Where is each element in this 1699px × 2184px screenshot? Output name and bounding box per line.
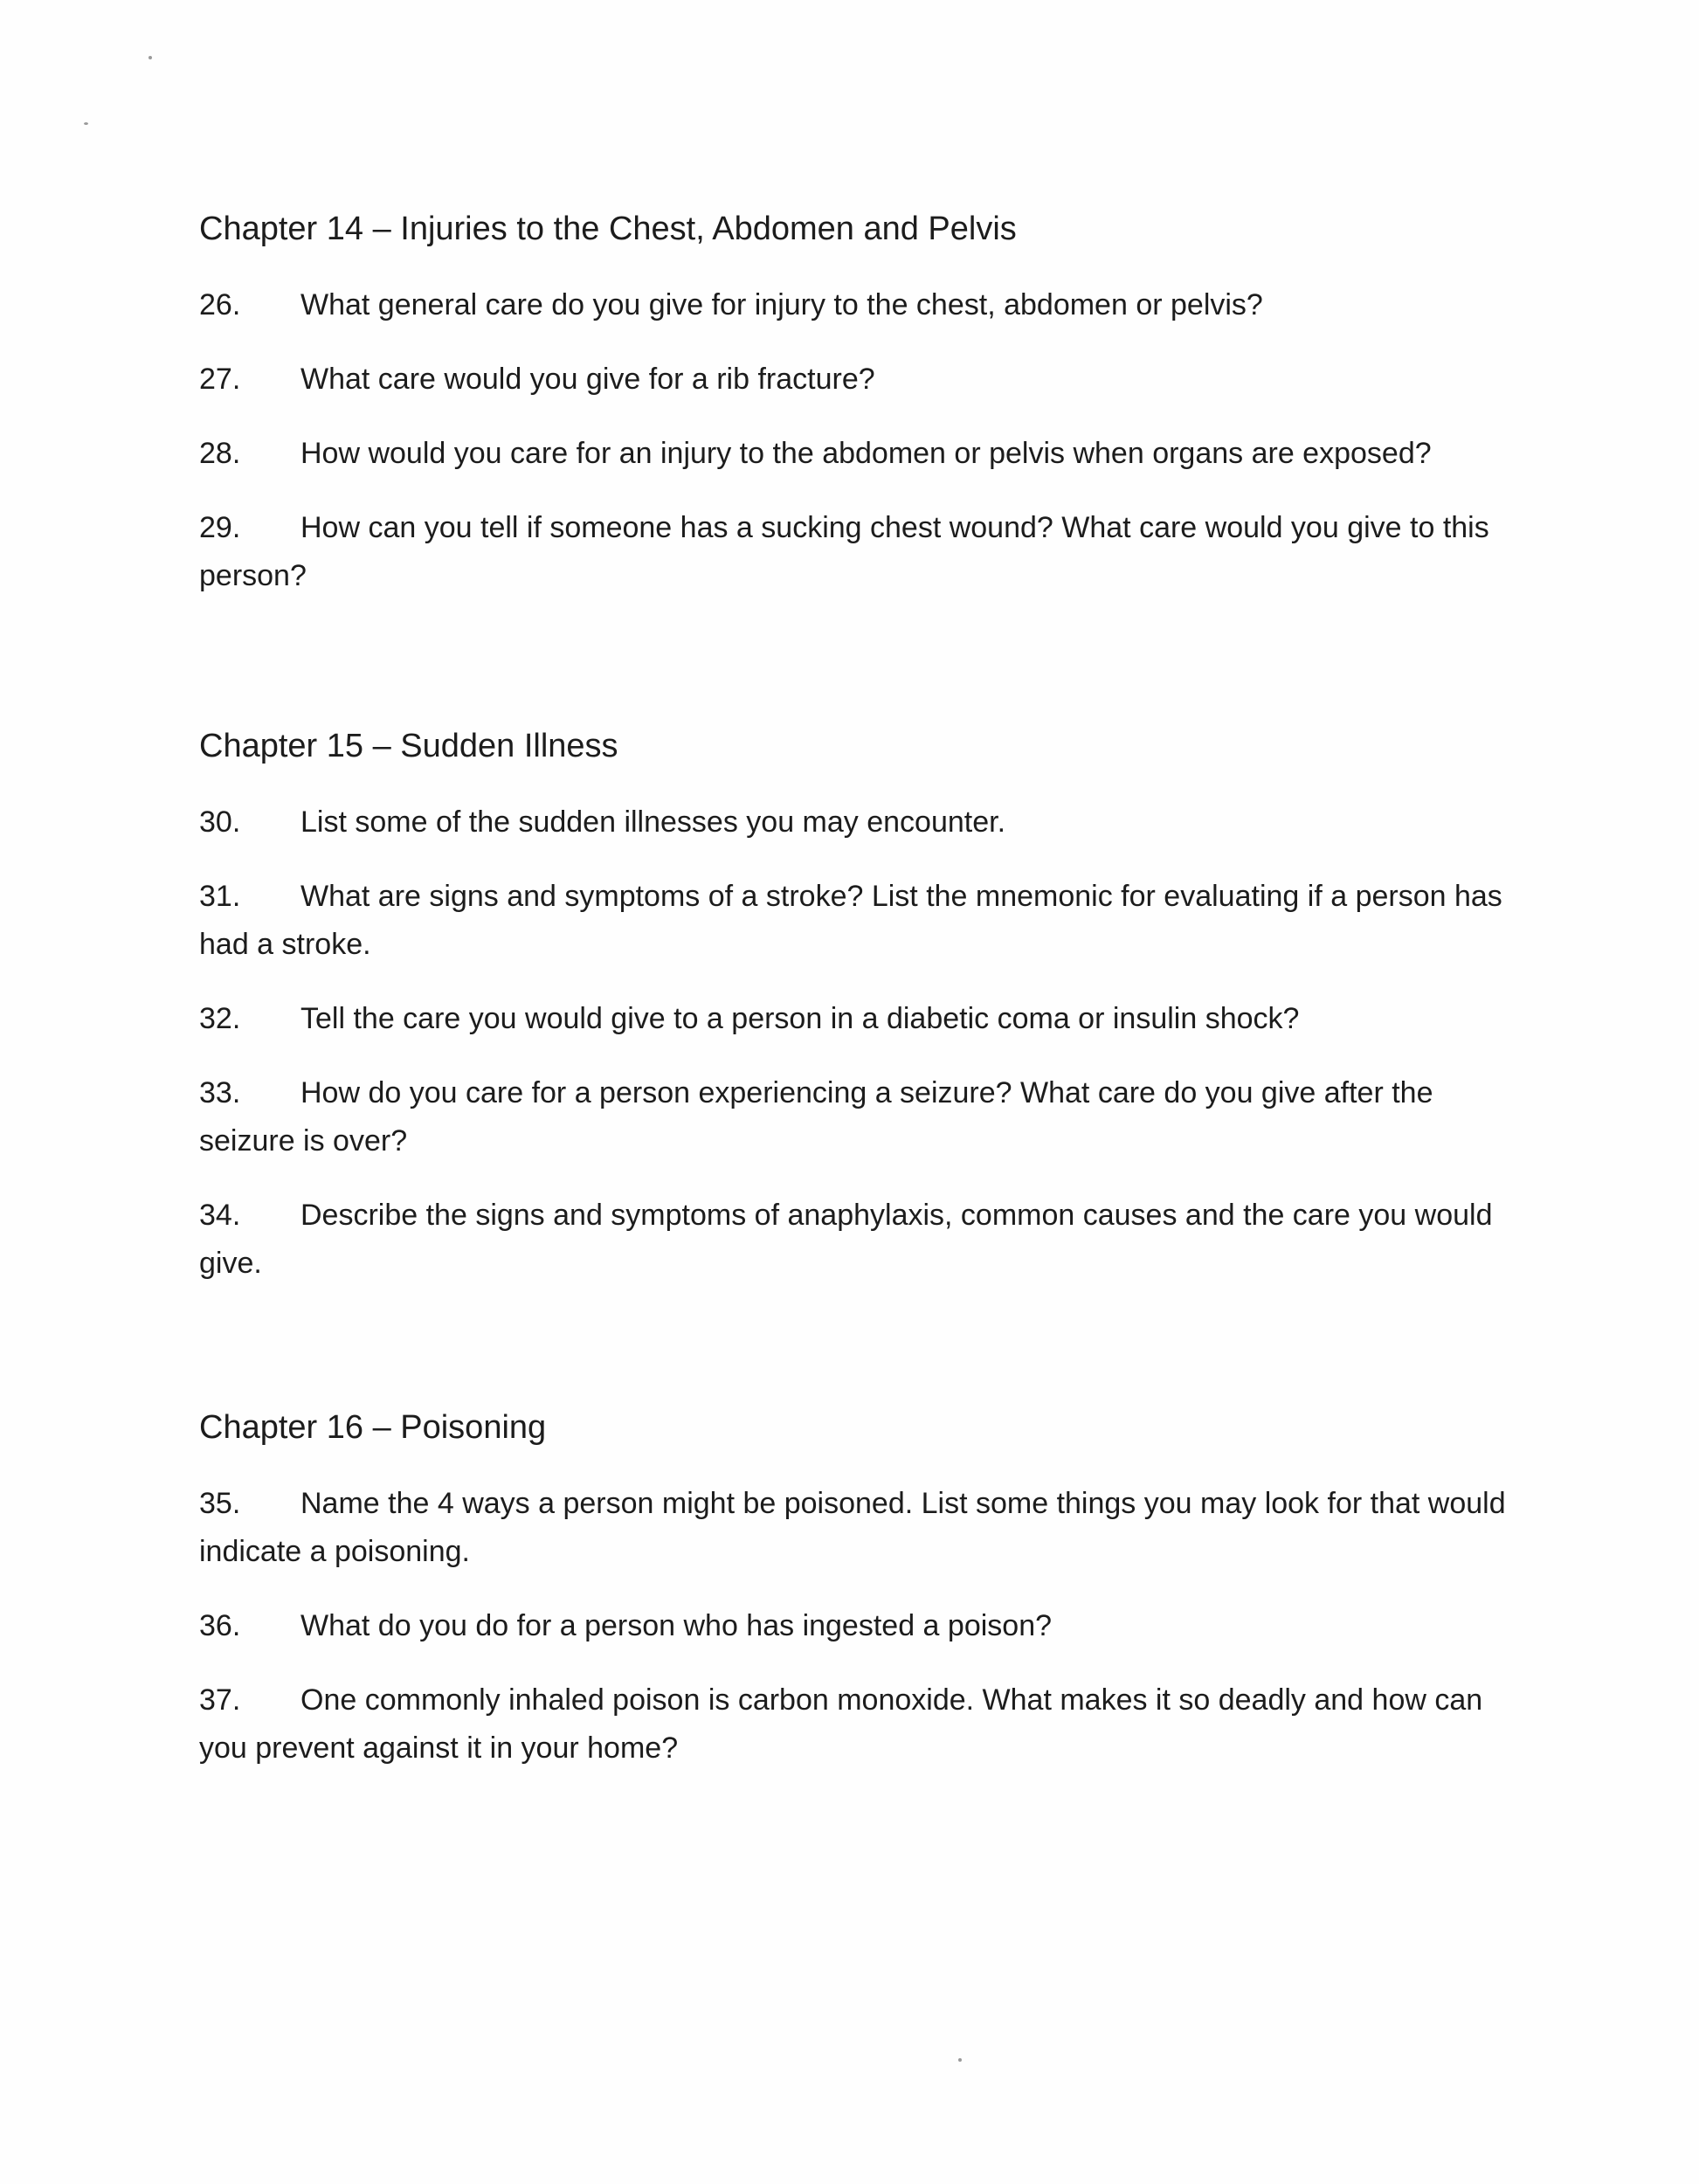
question-text: How can you tell if someone has a sucking chest wound? What care would you give to this person?: [199, 511, 1489, 592]
question-item: [199, 430, 1527, 478]
question-number: 36.: [199, 1609, 241, 1642]
question-number: 26.: [199, 288, 241, 321]
question-text: What general care do you give for injury to the chest, abdomen or pelvis?: [300, 288, 1263, 321]
question-item: [199, 1480, 1527, 1576]
scan-speck: [958, 2058, 962, 2062]
question-text: What do you do for a person who has ingested a poison?: [300, 1609, 1053, 1642]
question-item: [199, 1676, 1527, 1773]
question-number: 29.: [199, 511, 241, 544]
question-item: [199, 281, 1527, 329]
question-item: [199, 1069, 1527, 1165]
question-text: Tell the care you would give to a person in a diabetic coma or insulin shock?: [300, 1002, 1300, 1035]
question-text: What are signs and symptoms of a stroke? List the mnemonic for evaluating if a person has had a stroke.: [199, 880, 1502, 961]
question-item: [199, 356, 1527, 404]
question-item: [199, 1602, 1527, 1650]
scan-speck: [148, 56, 152, 59]
question-item: [199, 504, 1527, 600]
chapter-16-section: [199, 1406, 1527, 1799]
question-number: 28.: [199, 437, 241, 470]
question-text: How would you care for an injury to the abdomen or pelvis when organs are exposed?: [300, 437, 1432, 470]
chapter-title: Chapter 14 – Injuries to the Chest, Abdomen and Pelvis: [199, 211, 1017, 247]
chapter-14-section: [199, 208, 1527, 626]
question-number: 34.: [199, 1199, 241, 1232]
chapter-title: Chapter 15 – Sudden Illness: [199, 728, 618, 764]
scan-speck: [84, 122, 88, 125]
question-text: Describe the signs and symptoms of anaphylaxis, common causes and the care you would give.: [199, 1199, 1493, 1280]
question-text: List some of the sudden illnesses you may encounter.: [300, 805, 1006, 839]
question-number: 33.: [199, 1076, 241, 1109]
question-item: [199, 995, 1527, 1043]
question-number: 27.: [199, 363, 241, 396]
question-number: 32.: [199, 1002, 241, 1035]
chapter-15-section: [199, 725, 1527, 1314]
question-text: Name the 4 ways a person might be poisoned. List some things you may look for that would indicate a poisoning.: [199, 1487, 1506, 1568]
chapter-title: Chapter 16 – Poisoning: [199, 1409, 547, 1446]
question-item: [199, 798, 1527, 847]
question-text: One commonly inhaled poison is carbon monoxide. What makes it so deadly and how can you prevent against it in your home?: [199, 1683, 1483, 1765]
question-item: [199, 1192, 1527, 1288]
question-text: How do you care for a person experiencing a seizure? What care do you give after the seizure is over?: [199, 1076, 1433, 1158]
question-number: 31.: [199, 880, 241, 913]
question-text: What care would you give for a rib fracture?: [300, 363, 875, 396]
question-number: 37.: [199, 1683, 241, 1717]
question-number: 35.: [199, 1487, 241, 1520]
question-item: [199, 873, 1527, 969]
question-number: 30.: [199, 805, 241, 839]
